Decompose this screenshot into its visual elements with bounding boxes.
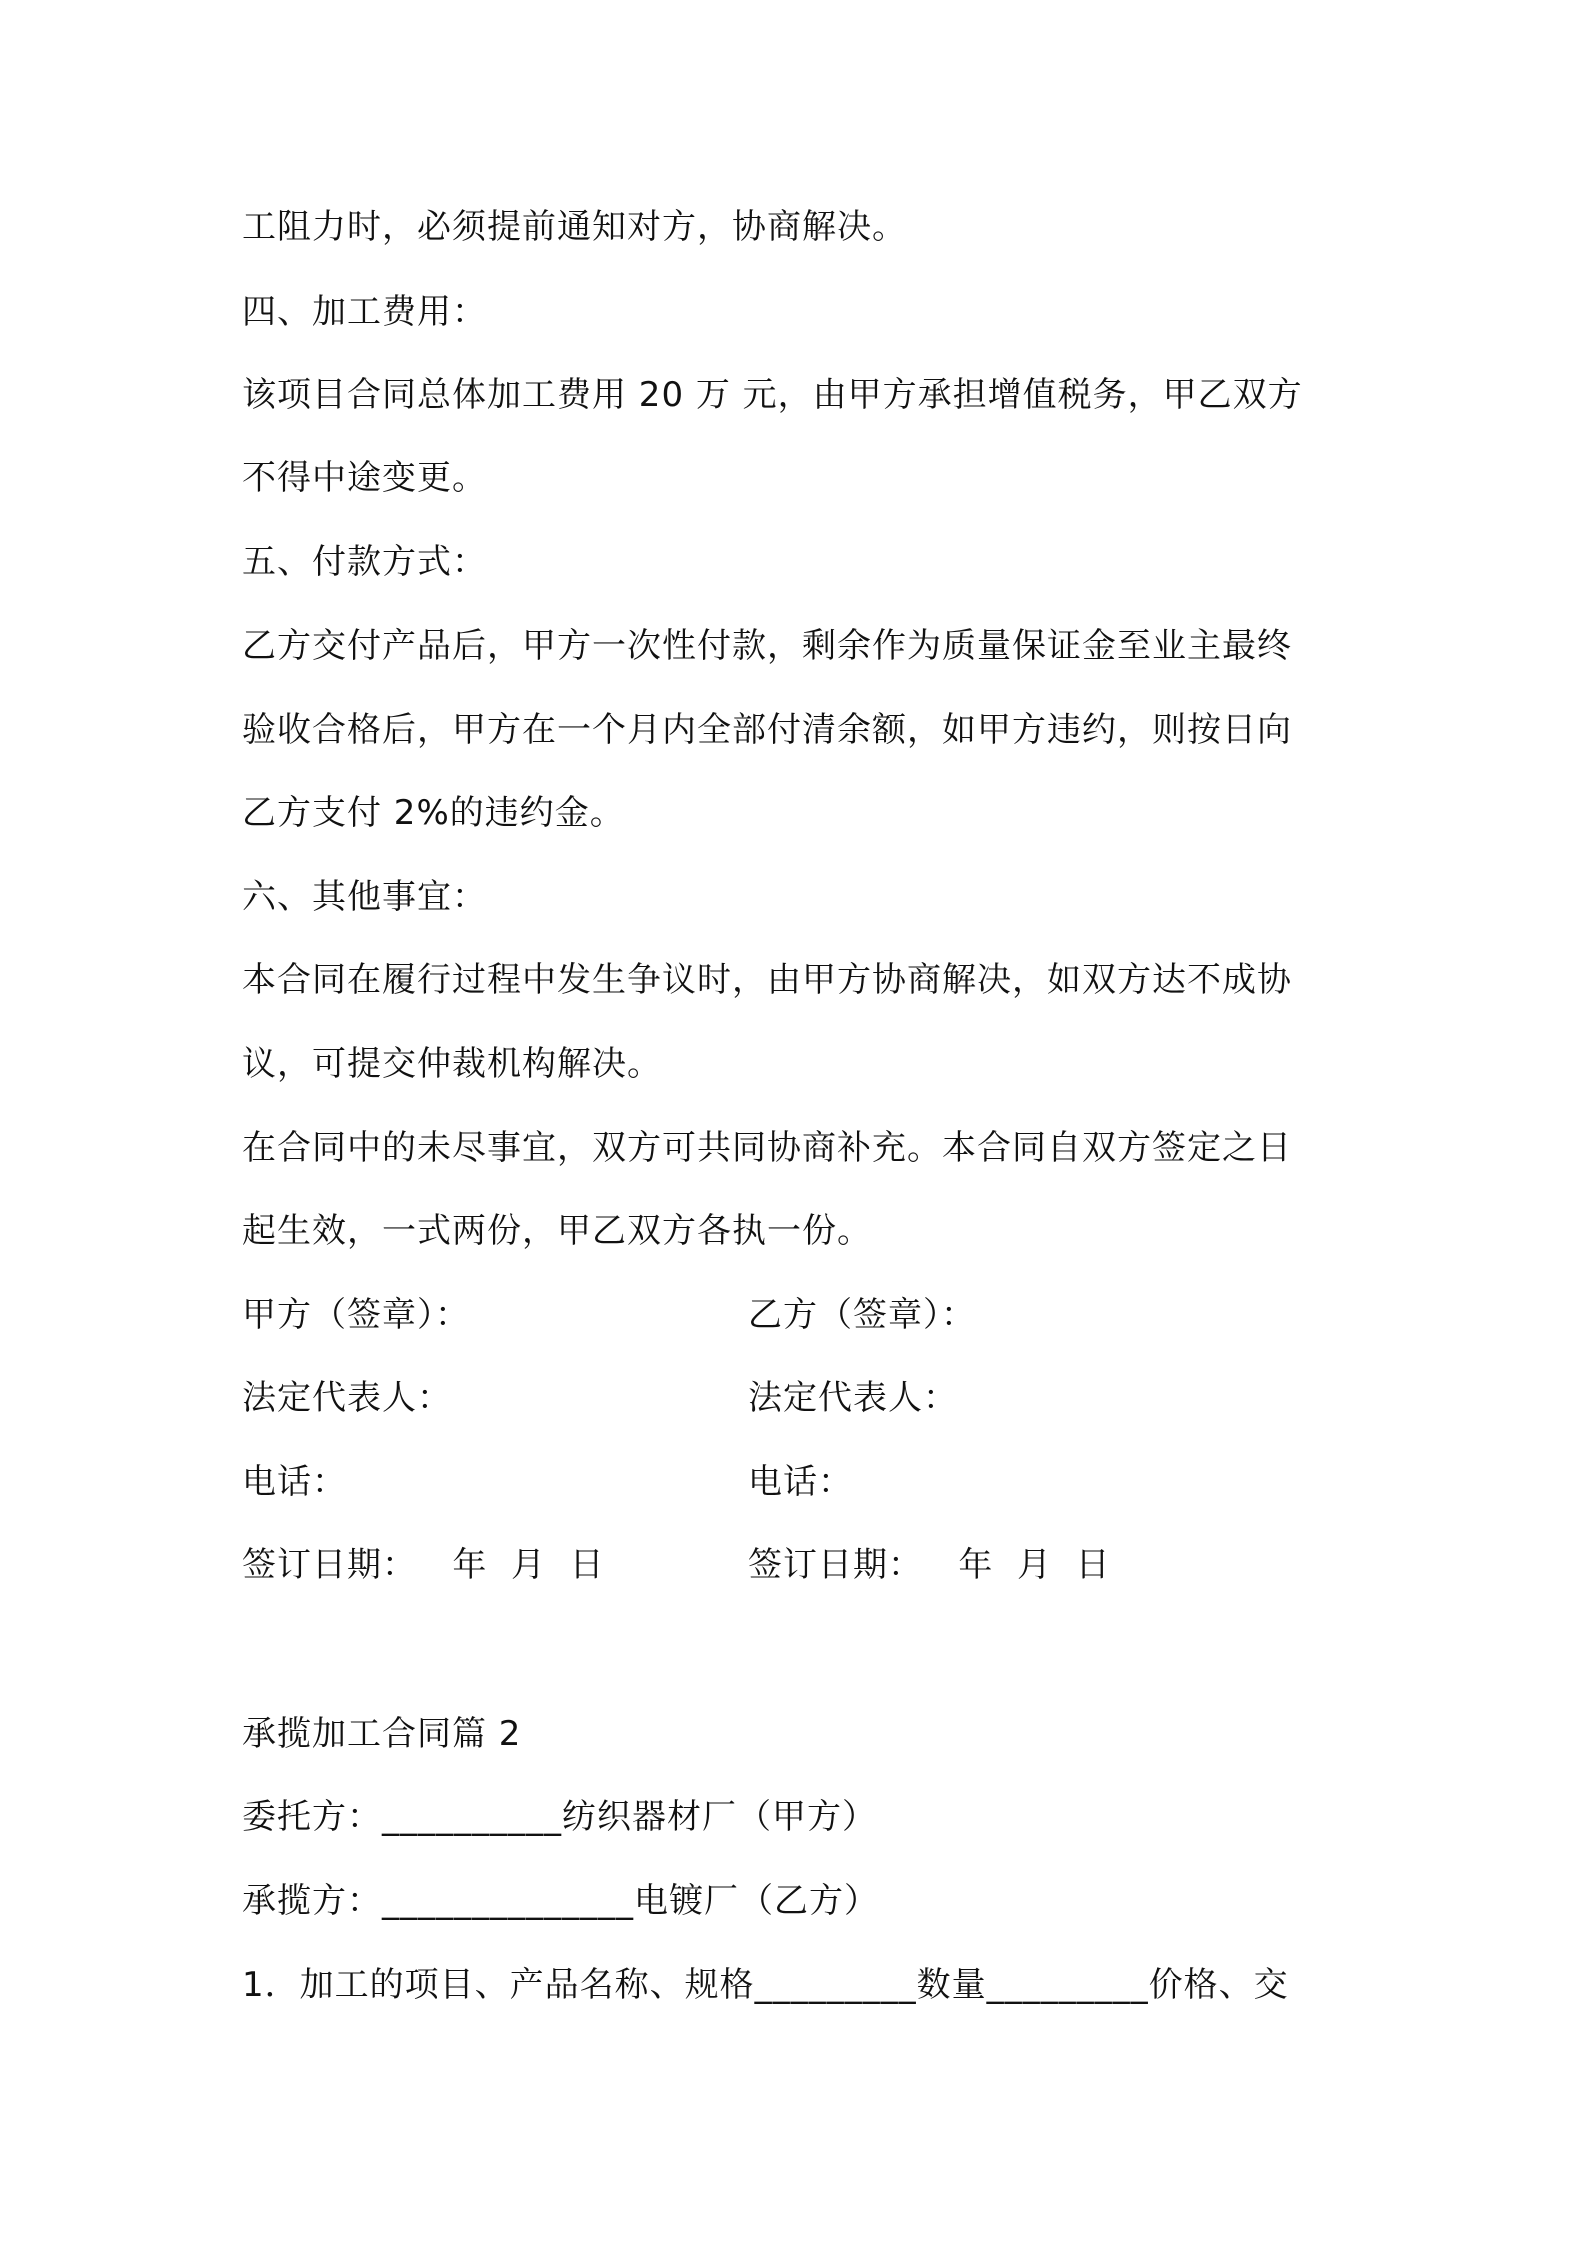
part2-title: 承揽加工合同篇 2 — [242, 1714, 522, 1754]
party-a-seal: 甲方（签章）： — [242, 1295, 470, 1335]
paragraph-line: 乙方交付产品后，甲方一次性付款，剩余作为质量保证金至业主最终 — [242, 626, 1292, 666]
party-b-sign-date: 签订日期： 年 月 日 — [748, 1545, 1111, 1585]
section-heading-fees: 四、加工费用： — [242, 292, 487, 332]
party-a-sign-date: 签订日期： 年 月 日 — [242, 1545, 605, 1585]
section-heading-other: 六、其他事宜： — [242, 877, 487, 917]
section-heading-payment: 五、付款方式： — [242, 542, 487, 582]
party-b-seal: 乙方（签章）： — [748, 1295, 976, 1335]
part2-contractor: 承揽方：______________电镀厂（乙方） — [242, 1881, 879, 1921]
paragraph-line: 本合同在履行过程中发生争议时，由甲方协商解决，如双方达不成协 — [242, 960, 1292, 1000]
paragraph-line: 不得中途变更。 — [242, 458, 487, 498]
paragraph-line: 在合同中的未尽事宜，双方可共同协商补充。本合同自双方签定之日 — [242, 1128, 1292, 1168]
paragraph-line: 乙方支付 2%的违约金。 — [242, 793, 625, 833]
paragraph-line: 议，可提交仲裁机构解决。 — [242, 1044, 662, 1084]
party-b-representative: 法定代表人： — [748, 1378, 958, 1418]
paragraph-line: 工阻力时，必须提前通知对方，协商解决。 — [242, 207, 907, 247]
party-a-representative: 法定代表人： — [242, 1378, 452, 1418]
part2-item-1: 1．加工的项目、产品名称、规格_________数量_________价格、交 — [242, 1965, 1289, 2005]
part2-client: 委托方：__________纺织器材厂（甲方） — [242, 1797, 877, 1837]
paragraph-line: 验收合格后，甲方在一个月内全部付清余额，如甲方违约，则按日向 — [242, 710, 1292, 750]
paragraph-line: 该项目合同总体加工费用 20 万 元，由甲方承担增值税务，甲乙双方 — [242, 375, 1303, 415]
paragraph-line: 起生效，一式两份，甲乙双方各执一份。 — [242, 1211, 872, 1251]
party-a-phone: 电话： — [242, 1462, 347, 1502]
party-b-phone: 电话： — [748, 1462, 853, 1502]
